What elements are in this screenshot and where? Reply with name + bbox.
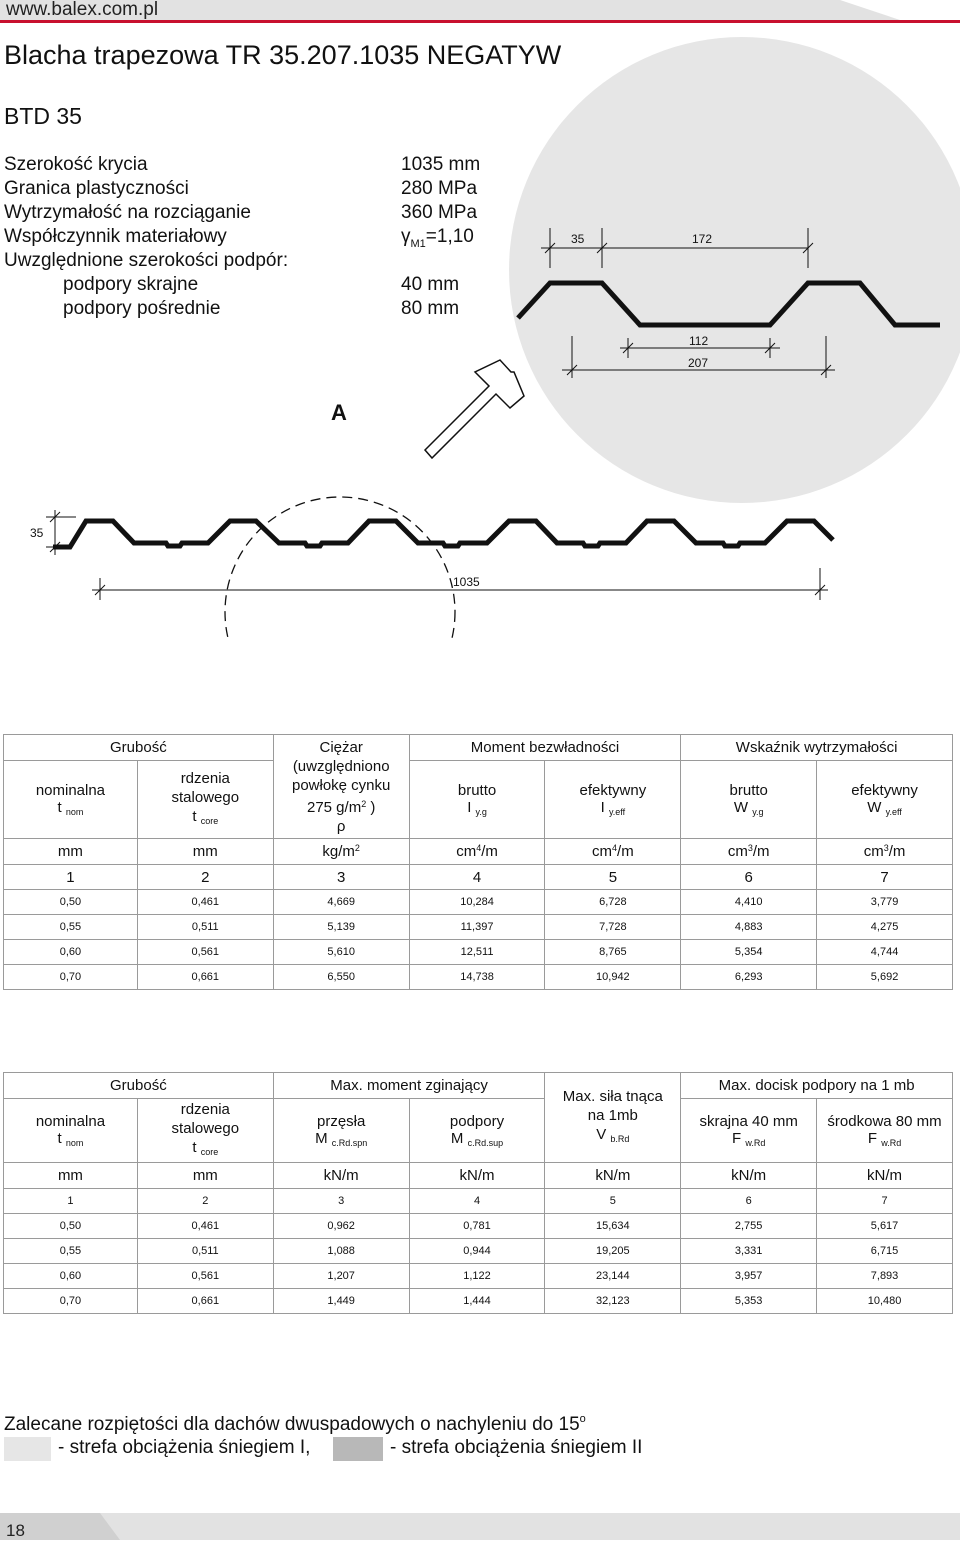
- table-cell: 10,942: [545, 965, 681, 990]
- t1-unit: $kg/m^2$: [273, 839, 409, 865]
- t1-header-moment: Moment bezwładności: [409, 735, 681, 761]
- detail-label-A: A: [331, 400, 347, 425]
- t2-unit: kN/m: [409, 1163, 545, 1189]
- table-row: [4, 1214, 953, 1239]
- t2-header-span: przęsła M $_{c.Rd.spn}$: [273, 1099, 409, 1163]
- factor-label: Współczynnik materiałowy: [4, 226, 227, 247]
- table-cell: 0,50: [4, 890, 138, 915]
- table-cell: 4,883: [681, 915, 817, 940]
- table-cell: 23,144: [545, 1264, 681, 1289]
- table-cell: 0,781: [409, 1214, 545, 1239]
- t1-unit: $cm^4/m$: [409, 839, 545, 865]
- t2-colnum: 4: [409, 1189, 545, 1214]
- t2-colnum: 5: [545, 1189, 681, 1214]
- site-url[interactable]: www.balex.com.pl: [6, 0, 159, 20]
- width-label: Szerokość krycia: [4, 154, 148, 175]
- t1-header-wyg: brutto W $_{y.g}$: [681, 761, 817, 839]
- table-cell: 0,962: [273, 1214, 409, 1239]
- full-profile-line: [53, 521, 833, 547]
- detail-arrow: [425, 360, 524, 458]
- page-title: Blacha trapezowa TR 35.207.1035 NEGATYW: [4, 40, 562, 70]
- snow-zone-2-swatch: [333, 1437, 383, 1461]
- tensile-label: Wytrzymałość na rozciąganie: [4, 202, 251, 223]
- table-cell: 0,70: [4, 965, 138, 990]
- t1-colnum: 5: [545, 865, 681, 890]
- dim-35-label: 35: [571, 232, 585, 246]
- t2-header-shear: Max. siła tnąca na 1mb V $_{b.Rd}$: [545, 1073, 681, 1163]
- t2-header-core: rdzenia stalowego t $_{core}$: [137, 1099, 273, 1163]
- t2-unit: mm: [137, 1163, 273, 1189]
- table-row: [4, 965, 953, 990]
- table-cell: 3,331: [681, 1239, 817, 1264]
- t2-units-row: [4, 1163, 953, 1189]
- table-cell: 0,944: [409, 1239, 545, 1264]
- table-cell: 5,617: [817, 1214, 953, 1239]
- table-row: [4, 1289, 953, 1314]
- table-cell: 7,893: [817, 1264, 953, 1289]
- table-cell: 6,550: [273, 965, 409, 990]
- table-cell: 12,511: [409, 940, 545, 965]
- t1-colnum-row: [4, 865, 953, 890]
- table-row: [4, 1264, 953, 1289]
- dim-172-label: 172: [692, 232, 713, 246]
- table-cell: 5,692: [817, 965, 953, 990]
- t2-header-nominal: nominalna t $_{nom}$: [4, 1099, 138, 1163]
- t1-colnum: 6: [681, 865, 817, 890]
- t2-unit: kN/m: [273, 1163, 409, 1189]
- yield-label: Granica plastyczności: [4, 178, 189, 199]
- detail-circle: [509, 37, 960, 503]
- t1-unit: $cm^4/m$: [545, 839, 681, 865]
- table-cell: 4,669: [273, 890, 409, 915]
- t1-unit: mm: [137, 839, 273, 865]
- table-row: [4, 940, 953, 965]
- table-cell: 4,275: [817, 915, 953, 940]
- table-row: [4, 1239, 953, 1264]
- t1-unit: $cm^3/m$: [681, 839, 817, 865]
- snow-zone-2-label: - strefa obciążenia śniegiem II: [390, 1437, 643, 1458]
- table-cell: 4,744: [817, 940, 953, 965]
- t2-unit: kN/m: [681, 1163, 817, 1189]
- table-cell: 14,738: [409, 965, 545, 990]
- table-cell: 0,461: [137, 890, 273, 915]
- t1-header-iyg: brutto I $_{y.g}$: [409, 761, 545, 839]
- table-cell: 0,511: [137, 1239, 273, 1264]
- t1-colnum: 3: [273, 865, 409, 890]
- t2-header-mid: środkowa 80 mm F $_{w.Rd}$: [817, 1099, 953, 1163]
- t2-colnum-row: [4, 1189, 953, 1214]
- table-cell: 3,779: [817, 890, 953, 915]
- table-cell: 1,444: [409, 1289, 545, 1314]
- t2-header-edge: skrajna 40 mm F $_{w.Rd}$: [681, 1099, 817, 1163]
- table-cell: 10,284: [409, 890, 545, 915]
- table-cell: 5,139: [273, 915, 409, 940]
- edge-support-value: 40 mm: [401, 274, 460, 295]
- dim-width-label: 1035: [453, 575, 480, 589]
- mid-support-label: podpory pośrednie: [63, 298, 221, 319]
- table-cell: 0,561: [137, 1264, 273, 1289]
- t2-colnum: 2: [137, 1189, 273, 1214]
- t2-header-support: podpory M $_{c.Rd.sup}$: [409, 1099, 545, 1163]
- t1-colnum: 7: [817, 865, 953, 890]
- table-cell: 0,461: [137, 1214, 273, 1239]
- table-cell: 10,480: [817, 1289, 953, 1314]
- table-cell: 0,661: [137, 1289, 273, 1314]
- t2-colnum: 3: [273, 1189, 409, 1214]
- table-cell: 5,610: [273, 940, 409, 965]
- table-cell: 32,123: [545, 1289, 681, 1314]
- t1-header-iyeff: efektywny I $_{y.eff}$: [545, 761, 681, 839]
- table-cell: 0,70: [4, 1289, 138, 1314]
- t1-header-grubosc: Grubość: [4, 735, 274, 761]
- table-cell: 11,397: [409, 915, 545, 940]
- profile-drawing: [0, 0, 960, 640]
- t1-colnum: 4: [409, 865, 545, 890]
- t1-colnum: 2: [137, 865, 273, 890]
- table-cell: 0,55: [4, 915, 138, 940]
- table-cell: 6,728: [545, 890, 681, 915]
- table-cell: 5,353: [681, 1289, 817, 1314]
- table-cell: 1,122: [409, 1264, 545, 1289]
- table-cell: 7,728: [545, 915, 681, 940]
- t1-header-index: Wskaźnik wytrzymałości: [681, 735, 953, 761]
- table-cell: 4,410: [681, 890, 817, 915]
- table-cell: 2,755: [681, 1214, 817, 1239]
- dim-207-label: 207: [688, 356, 709, 370]
- t1-header-weight: Ciężar (uwzględniono powłokę cynku 275 $g/m^2$ ) ρ: [273, 735, 409, 839]
- t2-colnum: 6: [681, 1189, 817, 1214]
- t2-unit: mm: [4, 1163, 138, 1189]
- t2-colnum: 1: [4, 1189, 138, 1214]
- page-number: 18: [6, 1521, 25, 1540]
- table-cell: 6,293: [681, 965, 817, 990]
- table-cell: 3,957: [681, 1264, 817, 1289]
- factor-value: $\gamma_{M1}=1,10$: [401, 226, 474, 250]
- table-cell: 19,205: [545, 1239, 681, 1264]
- table-row: [4, 890, 953, 915]
- load-capacity-table: [3, 1072, 953, 1314]
- t1-header-wyeff: efektywny W $_{y.eff}$: [817, 761, 953, 839]
- table-cell: 0,60: [4, 940, 138, 965]
- dim-height-label: 35: [30, 526, 44, 540]
- t1-unit: $cm^3/m$: [817, 839, 953, 865]
- dim-112-label: 112: [689, 334, 709, 348]
- product-code: BTD 35: [4, 103, 82, 129]
- detail-marker-circle: [225, 497, 455, 640]
- supports-label: Uwzględnione szerokości podpór:: [4, 250, 289, 271]
- yield-value: 280 MPa: [401, 178, 478, 199]
- properties-table: [3, 734, 953, 990]
- snow-zone-1-label: - strefa obciążenia śniegiem I,: [58, 1437, 311, 1458]
- t1-header-nominal: nominalna t $_{nom}$: [4, 761, 138, 839]
- footer-bar: [0, 1513, 960, 1540]
- edge-support-label: podpory skrajne: [63, 274, 199, 295]
- tensile-value: 360 MPa: [401, 202, 478, 223]
- table-cell: 15,634: [545, 1214, 681, 1239]
- snow-zone-1-swatch: [4, 1437, 51, 1461]
- width-value: 1035 mm: [401, 154, 481, 175]
- t2-colnum: 7: [817, 1189, 953, 1214]
- table-cell: 5,354: [681, 940, 817, 965]
- t2-header-press: Max. docisk podpory na 1 mb: [681, 1073, 953, 1099]
- table-cell: 1,207: [273, 1264, 409, 1289]
- t1-colnum: 1: [4, 865, 138, 890]
- table-cell: 0,60: [4, 1264, 138, 1289]
- table-cell: 6,715: [817, 1239, 953, 1264]
- table-cell: 0,55: [4, 1239, 138, 1264]
- table-cell: 0,561: [137, 940, 273, 965]
- t2-header-moment: Max. moment zginający: [273, 1073, 545, 1099]
- table-cell: 1,088: [273, 1239, 409, 1264]
- table-row: [4, 915, 953, 940]
- t1-unit: mm: [4, 839, 138, 865]
- recommendation-heading: Zalecane rozpiętości dla dachów dwuspadowych o nachyleniu do 15$^o$: [4, 1413, 586, 1435]
- table-cell: 0,50: [4, 1214, 138, 1239]
- t2-unit: kN/m: [545, 1163, 681, 1189]
- table-cell: 0,661: [137, 965, 273, 990]
- table-cell: 8,765: [545, 940, 681, 965]
- t2-unit: kN/m: [817, 1163, 953, 1189]
- t1-header-core: rdzenia stalowego t $_{core}$: [137, 761, 273, 839]
- t1-units-row: [4, 839, 953, 865]
- table-cell: 1,449: [273, 1289, 409, 1314]
- table-cell: 0,511: [137, 915, 273, 940]
- mid-support-value: 80 mm: [401, 298, 460, 319]
- t2-header-grubosc: Grubość: [4, 1073, 274, 1099]
